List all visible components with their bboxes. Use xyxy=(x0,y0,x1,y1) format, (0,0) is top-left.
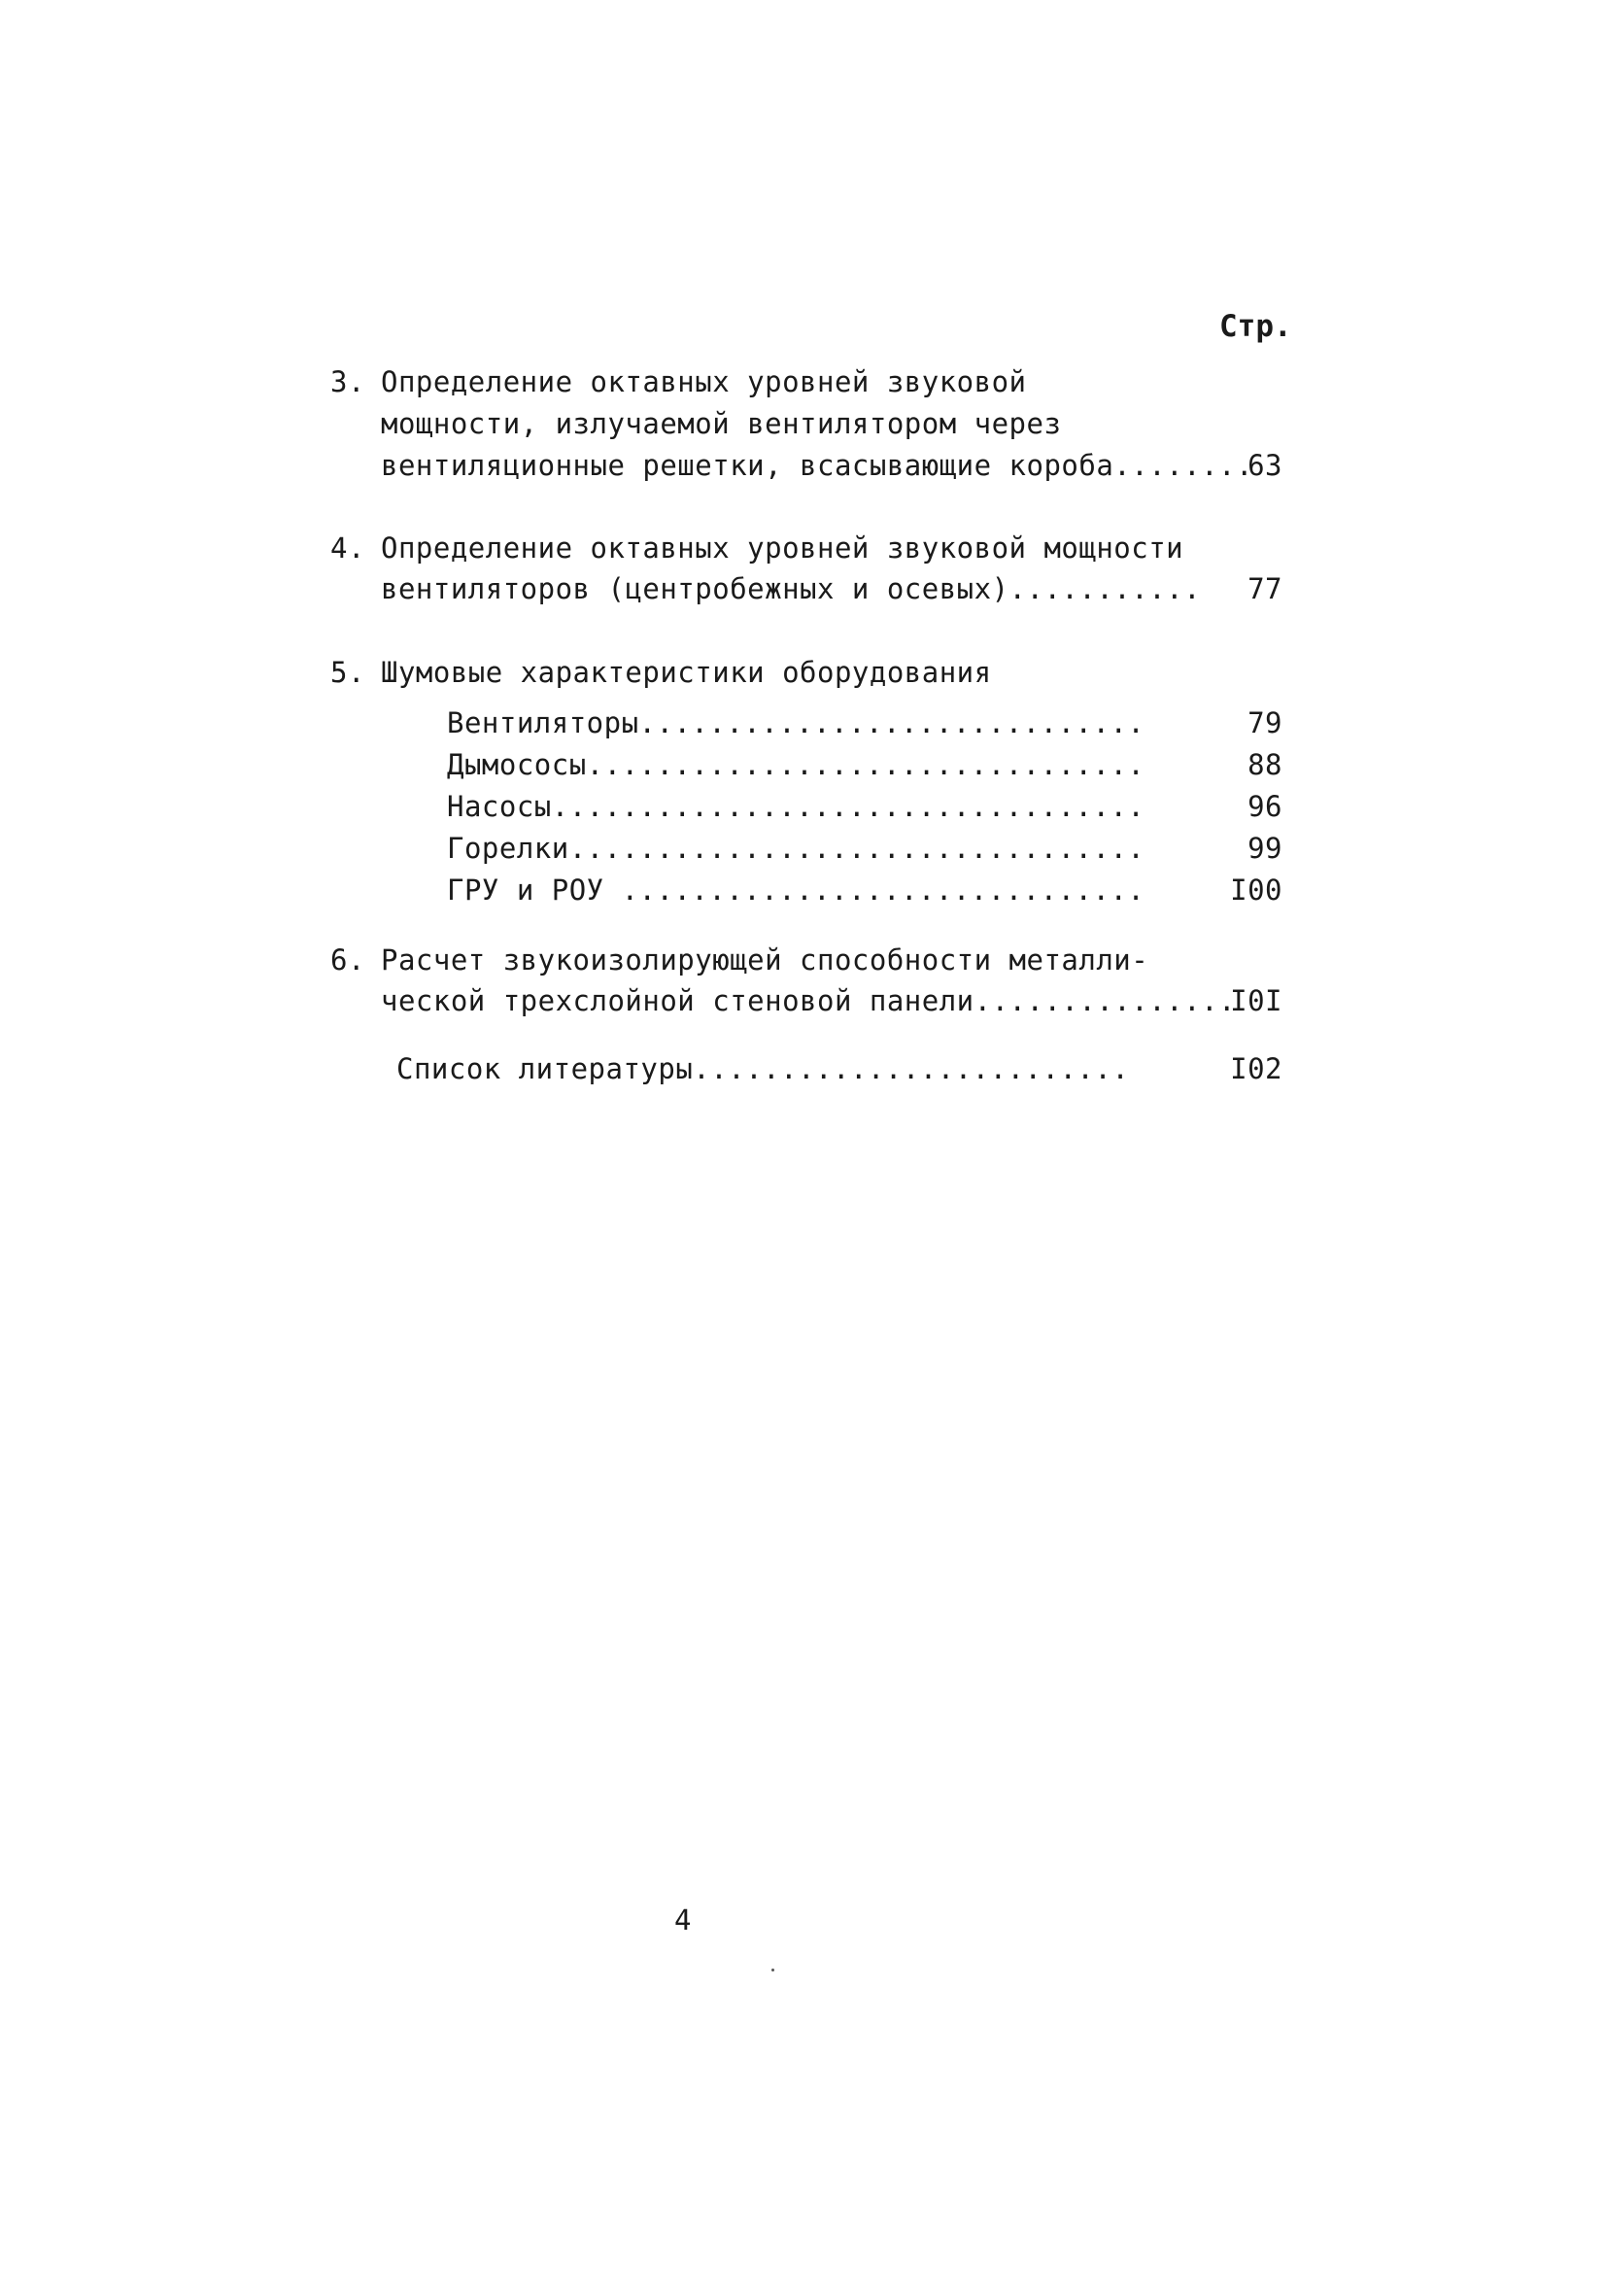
entry-6-line-2: ческой трехслойной стеновой панели............... xyxy=(381,984,1237,1017)
entry-4-line-2: вентиляторов (центробежных и осевых)........... xyxy=(381,572,1202,605)
entry-4-line-1: Определение октавных уровней звуковой мощности xyxy=(381,531,1184,565)
entry-3-number: 3. xyxy=(330,365,365,398)
entry-6-page: I0I xyxy=(1230,984,1282,1017)
entry-3-page: 63 xyxy=(1247,449,1282,482)
bibliography-page: I02 xyxy=(1230,1052,1282,1085)
entry-5-sub-3-label: Насосы.................................. xyxy=(447,790,1145,823)
entry-5-sub-4-page: 99 xyxy=(1247,832,1282,865)
entry-5-sub-1-label: Вентиляторы............................. xyxy=(447,706,1145,739)
bibliography-label: Список литературы......................... xyxy=(396,1052,1130,1085)
page-column-header: Стр. xyxy=(1219,309,1292,344)
entry-6-number: 6. xyxy=(330,943,365,977)
entry-4-page: 77 xyxy=(1247,572,1282,605)
entry-5-sub-1-page: 79 xyxy=(1247,706,1282,739)
entry-6-line-1: Расчет звукоизолирующей способности металли- xyxy=(381,943,1149,977)
page-number: 4 xyxy=(674,1903,692,1936)
entry-5-line-1: Шумовые характеристики оборудования xyxy=(381,656,992,689)
entry-5-sub-2-label: Дымососы................................ xyxy=(447,748,1145,781)
entry-4-number: 4. xyxy=(330,531,365,565)
entry-3-line-3: вентиляционные решетки, всасывающие короба........ xyxy=(381,449,1253,482)
entry-5-number: 5. xyxy=(330,656,365,689)
entry-3-line-2: мощности, излучаемой вентилятором через xyxy=(381,407,1062,440)
scan-artifact xyxy=(771,1969,774,1971)
entry-5-sub-5-page: I00 xyxy=(1230,874,1282,907)
entry-5-sub-3-page: 96 xyxy=(1247,790,1282,823)
entry-3-line-1: Определение октавных уровней звуковой xyxy=(381,365,1027,398)
entry-5-sub-5-label: ГРУ и РОУ .............................. xyxy=(447,874,1145,907)
entry-5-sub-4-label: Горелки................................. xyxy=(447,832,1145,865)
entry-5-sub-2-page: 88 xyxy=(1247,748,1282,781)
